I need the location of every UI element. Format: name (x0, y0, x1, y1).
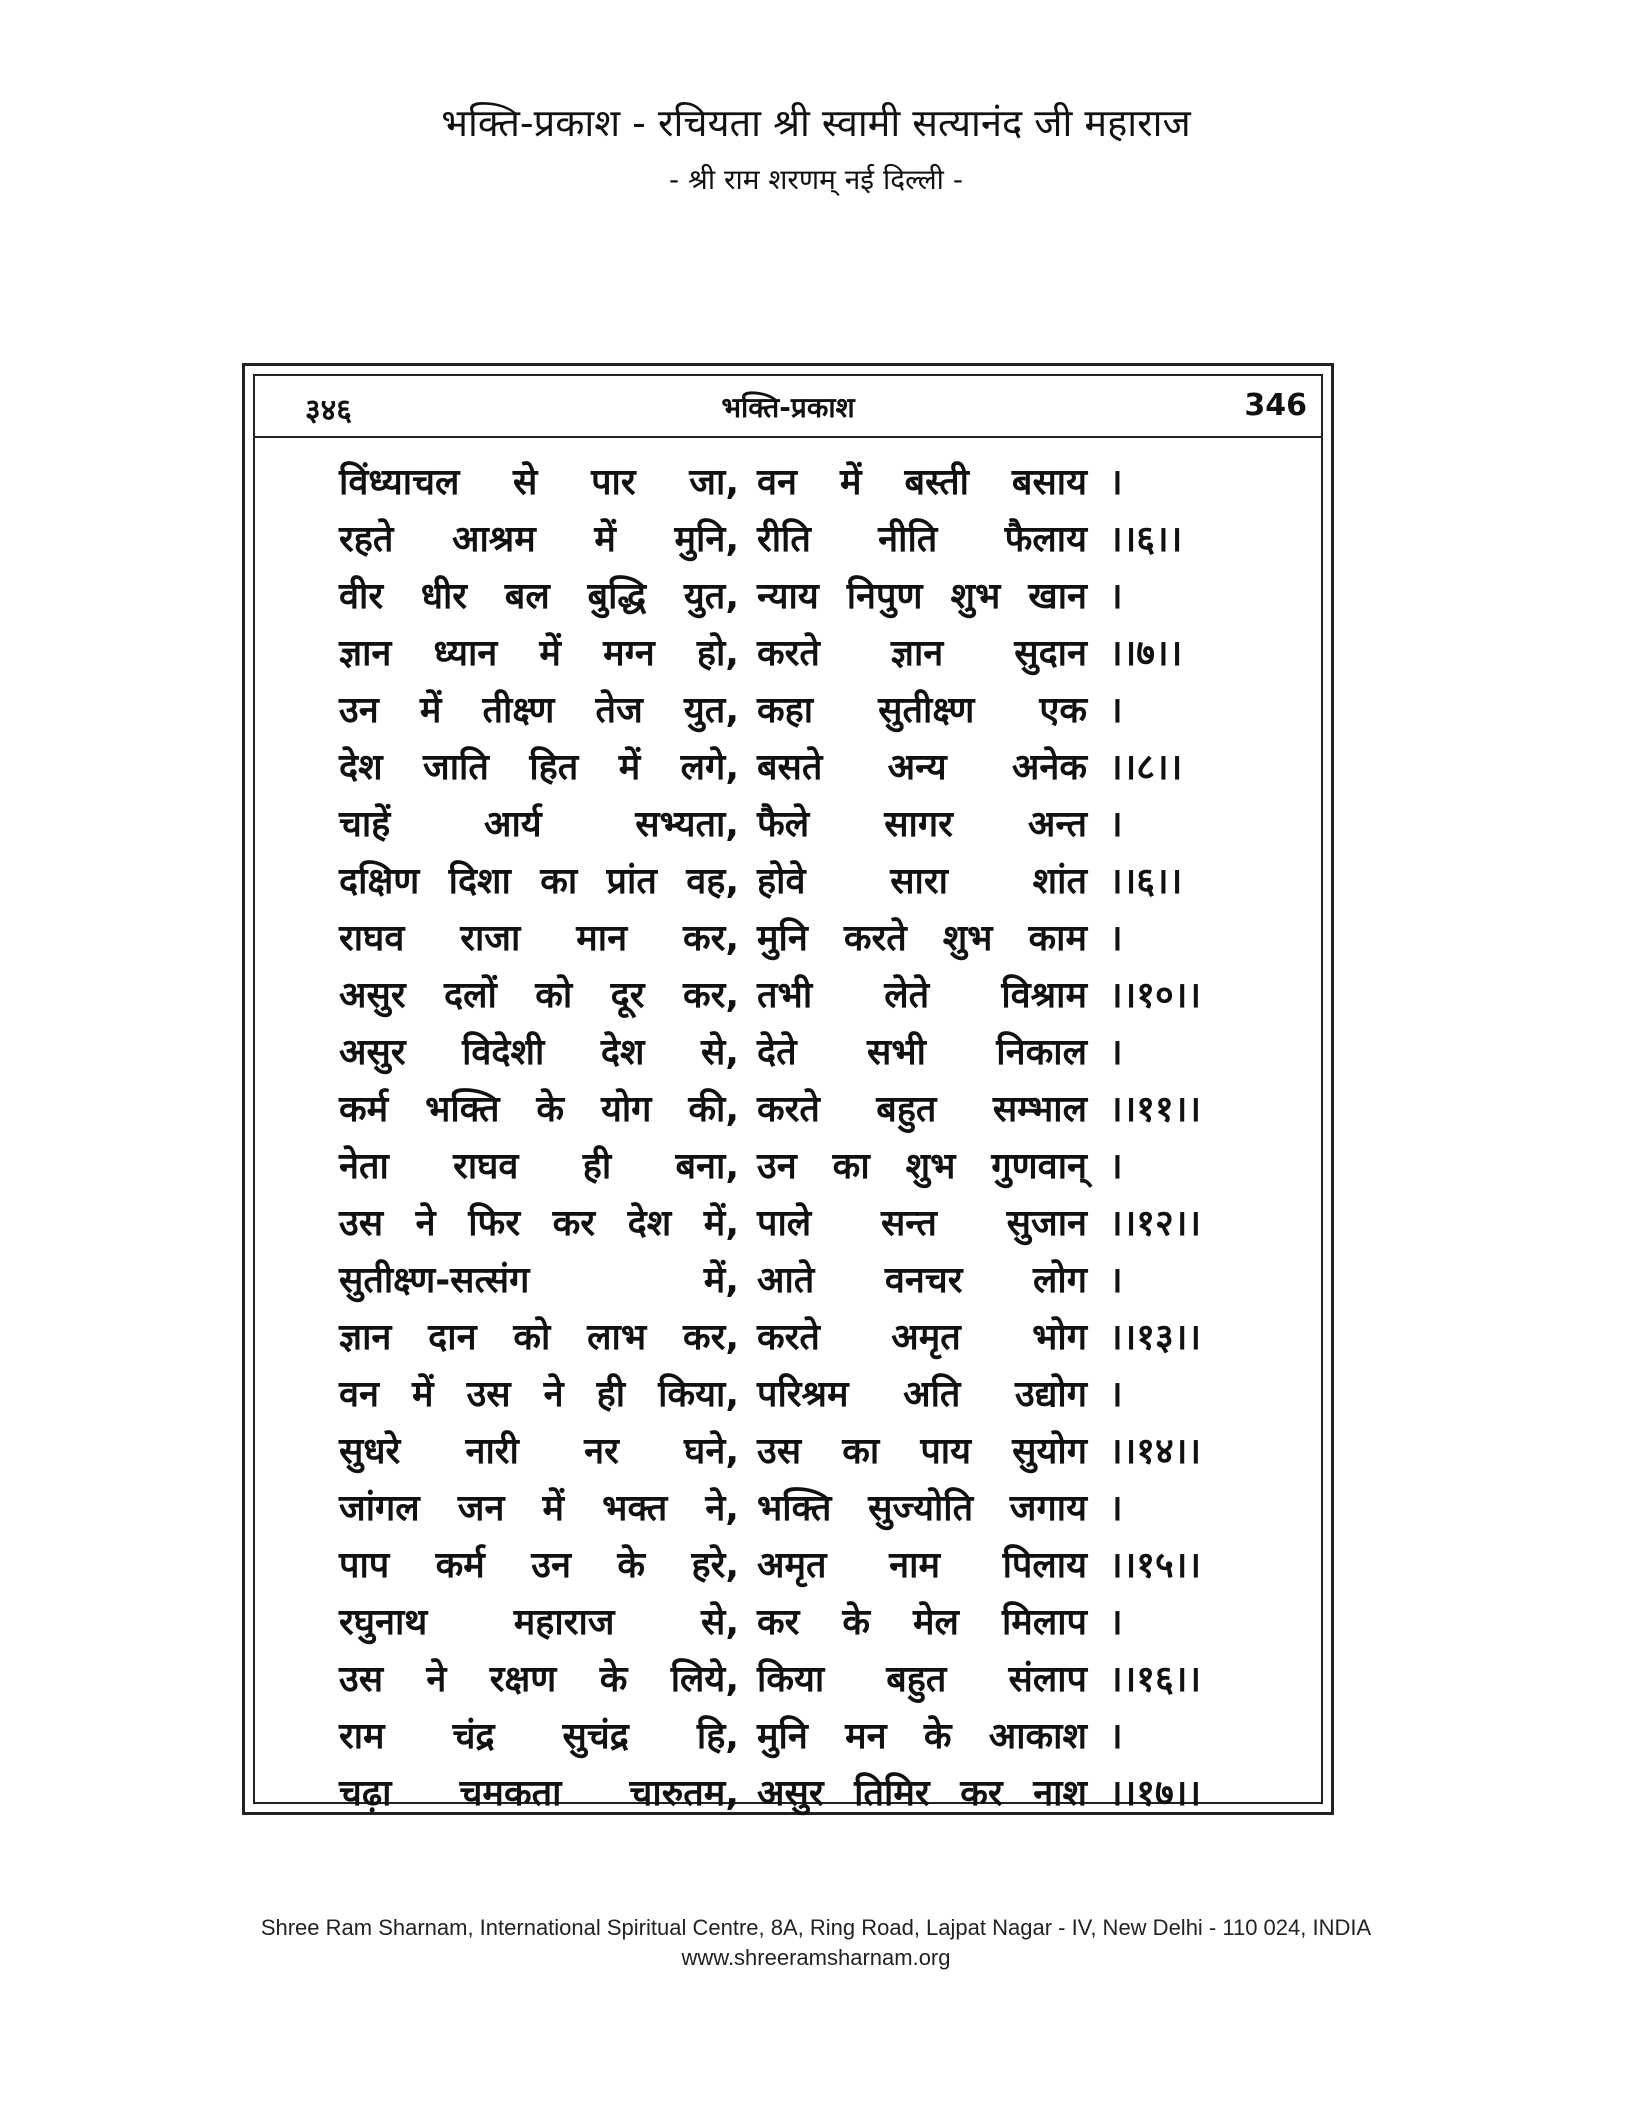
verse-first-half: पाप कर्म उन के हरे, (339, 1545, 739, 1586)
verse-number-mark: । (1109, 804, 1123, 845)
verse-first-half: सुतीक्ष्ण-सत्संग में, (339, 1260, 739, 1301)
verse-first-half: असुर दलों को दूर कर, (339, 975, 739, 1016)
verse-first-half: नेता राघव ही बना, (339, 1146, 739, 1187)
verse-line (339, 1651, 1299, 1708)
verse-second-half: परिश्रम अति उद्योग (757, 1374, 1087, 1415)
verse-number-mark: ।।१०।। (1109, 975, 1202, 1016)
verse-line (339, 454, 1299, 511)
verse-number-mark: ।।१७।। (1109, 1773, 1202, 1814)
verse-second-half: उस का पाय सुयोग (757, 1431, 1087, 1472)
verse-first-half: सुधरे नारी नर घने, (339, 1431, 739, 1472)
verse-line (339, 967, 1299, 1024)
verse-first-half: उस ने फिर कर देश में, (339, 1203, 739, 1244)
verse-number-mark: ।।१६।। (1109, 1659, 1202, 1700)
book-page-header (255, 376, 1321, 438)
verse-number-mark: ।।१२।। (1109, 1203, 1202, 1244)
book-page-inner-frame (253, 374, 1323, 1814)
verse-number-mark: ।।१४।। (1109, 1431, 1202, 1472)
verse-number-mark: । (1109, 918, 1123, 959)
verse-first-half: चढ़ा चमकता चारुतम, (339, 1773, 739, 1814)
verse-number-mark: । (1109, 576, 1123, 617)
verse-line (339, 682, 1299, 739)
verse-line (339, 1708, 1299, 1765)
verse-number-mark: ।।६।। (1109, 861, 1183, 902)
verse-line (339, 1138, 1299, 1195)
verse-number-mark: । (1109, 1260, 1123, 1301)
verse-line (339, 1537, 1299, 1594)
verse-first-half: देश जाति हित में लगे, (339, 747, 739, 788)
verse-line (339, 1765, 1299, 1822)
verse-line (339, 910, 1299, 967)
verse-line (339, 1081, 1299, 1138)
verse-first-half: वन में उस ने ही किया, (339, 1374, 739, 1415)
verse-first-half: राम चंद्र सुचंद्र हि, (339, 1716, 739, 1757)
verse-first-half: रहते आश्रम में मुनि, (339, 519, 739, 560)
verse-second-half: भक्ति सुज्योति जगाय (757, 1488, 1087, 1529)
verse-lines (339, 454, 1299, 1822)
verse-second-half: करते अमृत भोग (757, 1317, 1087, 1358)
verse-second-half: उन का शुभ गुणवान् (757, 1146, 1087, 1187)
verse-line (339, 796, 1299, 853)
verse-second-half: आते वनचर लोग (757, 1260, 1087, 1301)
verse-second-half: कर के मेल मिलाप (757, 1602, 1087, 1643)
verse-second-half: असुर तिमिर कर नाश (757, 1773, 1087, 1814)
verse-number-mark: । (1109, 690, 1123, 731)
verse-first-half: रघुनाथ महाराज से, (339, 1602, 739, 1643)
verse-number-mark: । (1109, 1488, 1123, 1529)
verse-number-mark: ।।१३।। (1109, 1317, 1202, 1358)
verse-line (339, 1024, 1299, 1081)
verse-line (339, 1195, 1299, 1252)
verse-line (339, 853, 1299, 910)
verse-second-half: अमृत नाम पिलाय (757, 1545, 1087, 1586)
verse-number-mark: । (1109, 1716, 1123, 1757)
verse-first-half: विंध्याचल से पार जा, (339, 462, 739, 503)
verse-second-half: किया बहुत संलाप (757, 1659, 1087, 1700)
verse-number-mark: ।।८।। (1109, 747, 1183, 788)
verse-second-half: तभी लेते विश्राम (757, 975, 1087, 1016)
page-number: 346 (1244, 388, 1307, 423)
verse-second-half: न्याय निपुण शुभ खान (757, 576, 1087, 617)
verse-line (339, 511, 1299, 568)
verse-first-half: कर्म भक्ति के योग की, (339, 1089, 739, 1130)
verse-second-half: रीति नीति फैलाय (757, 519, 1087, 560)
book-page-frame (242, 363, 1334, 1815)
verse-second-half: करते बहुत सम्भाल (757, 1089, 1087, 1130)
verse-line (339, 1480, 1299, 1537)
verse-line (339, 625, 1299, 682)
verse-first-half: ज्ञान दान को लाभ कर, (339, 1317, 739, 1358)
verse-line (339, 1366, 1299, 1423)
verse-first-half: जांगल जन में भक्त ने, (339, 1488, 739, 1529)
verse-first-half: असुर विदेशी देश से, (339, 1032, 739, 1073)
verse-first-half: उस ने रक्षण के लिये, (339, 1659, 739, 1700)
verse-second-half: कहा सुतीक्ष्ण एक (757, 690, 1087, 731)
verse-line (339, 1252, 1299, 1309)
verse-second-half: होवे सारा शांत (757, 861, 1087, 902)
verse-first-half: दक्षिण दिशा का प्रांत वह, (339, 861, 739, 902)
verse-second-half: पाले सन्त सुजान (757, 1203, 1087, 1244)
verse-first-half: चाहें आर्य सभ्यता, (339, 804, 739, 845)
page-header-title: भक्ति-प्रकाश - रचियता श्री स्वामी सत्यानंद जी महाराज (441, 101, 1191, 145)
verse-first-half: वीर धीर बल बुद्धि युत, (339, 576, 739, 617)
verse-number-mark: । (1109, 1374, 1123, 1415)
verse-line (339, 1594, 1299, 1651)
verse-number-mark: ।।७।। (1109, 633, 1183, 674)
page-header-subtitle: - श्री राम शरणम् नई दिल्ली - (669, 163, 963, 196)
verse-second-half: मुनि मन के आकाश (757, 1716, 1087, 1757)
verse-second-half: देते सभी निकाल (757, 1032, 1087, 1073)
verse-number-mark: । (1109, 1602, 1123, 1643)
verse-second-half: करते ज्ञान सुदान (757, 633, 1087, 674)
verse-second-half: वन में बस्ती बसाय (757, 462, 1087, 503)
verse-first-half: उन में तीक्ष्ण तेज युत, (339, 690, 739, 731)
verse-number-mark: ।।१५।। (1109, 1545, 1202, 1586)
verse-line (339, 568, 1299, 625)
verse-line (339, 1309, 1299, 1366)
verse-second-half: फैले सागर अन्त (757, 804, 1087, 845)
verse-second-half: बसते अन्य अनेक (757, 747, 1087, 788)
footer-website: www.shreeramsharnam.org (681, 1945, 951, 1970)
verse-line (339, 739, 1299, 796)
verse-number-mark: । (1109, 1032, 1123, 1073)
verse-first-half: राघव राजा मान कर, (339, 918, 739, 959)
verse-line (339, 1423, 1299, 1480)
verse-first-half: ज्ञान ध्यान में मग्न हो, (339, 633, 739, 674)
verse-number-mark: । (1109, 462, 1123, 503)
verse-number-mark: । (1109, 1146, 1123, 1187)
verse-second-half: मुनि करते शुभ काम (757, 918, 1087, 959)
verse-number-mark: ।।११।। (1109, 1089, 1202, 1130)
footer-address: Shree Ram Sharnam, International Spiritual Centre, 8A, Ring Road, Lajpat Nagar - IV, New Delhi - 110 024, INDIA (260, 1915, 1372, 1940)
verse-number-mark: ।।६।। (1109, 519, 1183, 560)
running-title: भक्ति-प्रकाश (721, 391, 855, 424)
page-number-devanagari: ३४६ (305, 393, 352, 428)
